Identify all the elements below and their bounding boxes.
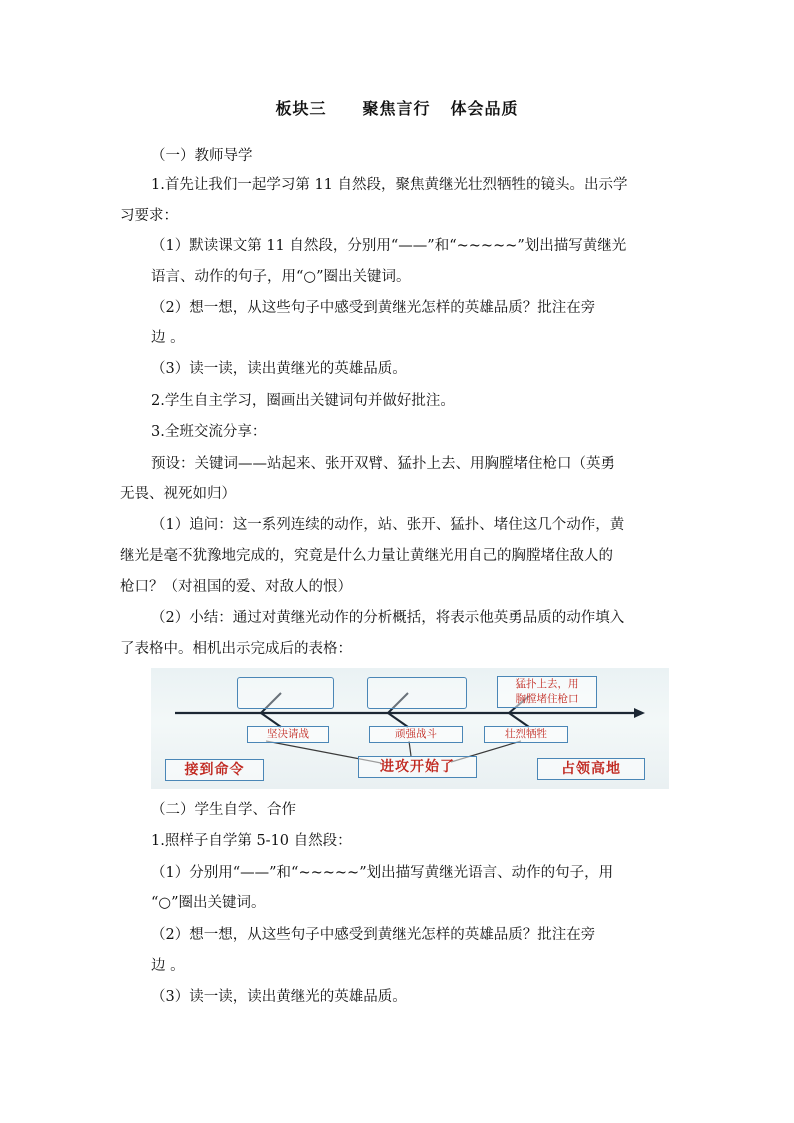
paragraph-line: （2）想一想，从这些句子中感受到黄继光怎样的英雄品质？批注在旁: [151, 927, 596, 943]
stage-box-2: 进攻开始了: [358, 756, 477, 778]
top-right-box: [497, 676, 597, 708]
blank-box-1: [237, 677, 334, 709]
action-box-3: 壮烈牺牲: [484, 726, 568, 743]
paragraph-line: 无畏、视死如归）: [120, 486, 236, 502]
stage-box-3: 占领高地: [537, 758, 645, 780]
paragraph-line: 习要求：: [120, 208, 178, 224]
title-part-3: 体会品质: [450, 99, 519, 118]
heading-teacher-guide: （一）教师导学: [151, 148, 253, 164]
top-right-line-1: 猛扑上去，用: [515, 678, 579, 690]
blank-box-2: [367, 677, 467, 709]
section-title: [0, 96, 794, 119]
fishbone-diagram: [151, 668, 669, 789]
paragraph-line: （1）分别用“——”和“~~~~~”划出描写黄继光语言、动作的句子，用: [151, 865, 614, 881]
paragraph-line: （2）小结：通过对黄继光动作的分析概括，将表示他英勇品质的动作填入: [151, 610, 625, 626]
paragraph-line: 1.首先让我们一起学习第 11 自然段，聚焦黄继光壮烈牺牲的镜头。出示学: [151, 177, 628, 193]
paragraph-line: 继光是毫不犹豫地完成的，究竟是什么力量让黄继光用自己的胸膛堵住敌人的: [120, 548, 613, 564]
paragraph-line: （3）读一读，读出黄继光的英雄品质。: [151, 989, 407, 1005]
paragraph-line: 语言、动作的句子，用“○”圈出关键词。: [151, 269, 411, 285]
stage-box-1: 接到命令: [165, 759, 264, 781]
title-part-2: 聚焦言行: [362, 99, 431, 118]
action-box-2: 顽强战斗: [369, 726, 463, 743]
paragraph-line: （2）想一想，从这些句子中感受到黄继光怎样的英雄品质？批注在旁: [151, 300, 596, 316]
paragraph-line: 1.照样子自学第 5-10 自然段：: [151, 833, 352, 849]
paragraph-line: 了表格中。相机出示完成后的表格：: [120, 641, 352, 657]
paragraph-line: “○”圈出关键词。: [151, 895, 266, 911]
paragraph-line: 边 。: [151, 958, 185, 974]
heading-student-study: （二）学生自学、合作: [151, 802, 296, 818]
top-right-line-2: 胸膛堵住枪口: [515, 693, 579, 705]
paragraph-line: 2.学生自主学习，圈画出关键词句并做好批注。: [151, 393, 455, 409]
paragraph-line: （1）默读课文第 11 自然段，分别用“——”和“~~~~~”划出描写黄继光: [151, 238, 627, 254]
paragraph-line: 边 。: [151, 330, 185, 346]
title-part-1: 板块三: [275, 99, 327, 118]
paragraph-line: （3）读一读，读出黄继光的英雄品质。: [151, 361, 407, 377]
paragraph-line: 3.全班交流分享：: [151, 424, 267, 440]
action-box-1: 坚决请战: [247, 726, 329, 743]
paragraph-line: （1）追问：这一系列连续的动作，站、张开、猛扑、堵住这几个动作，黄: [151, 517, 625, 533]
paragraph-line: 预设：关键词——站起来、张开双臂、猛扑上去、用胸膛堵住枪口（英勇: [151, 456, 615, 472]
paragraph-line: 枪口？（对祖国的爱、对敌人的恨）: [120, 579, 352, 595]
